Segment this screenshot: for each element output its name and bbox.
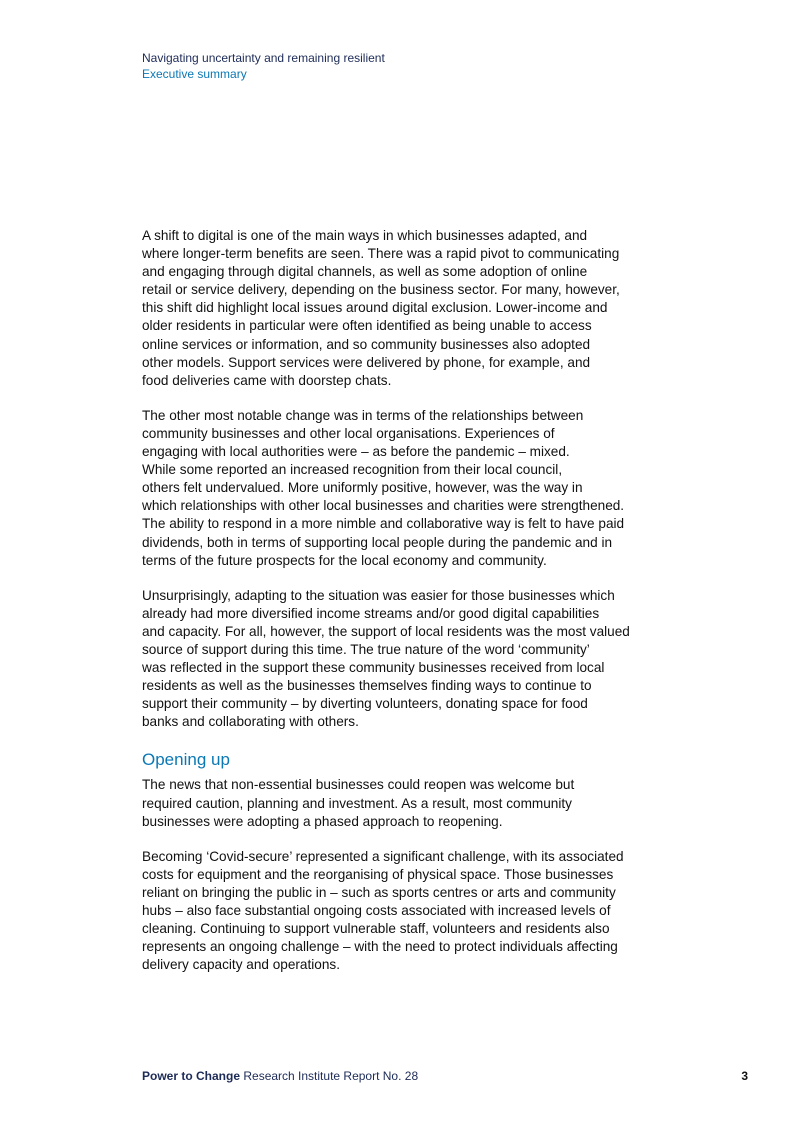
text-line: delivery capacity and operations.: [142, 957, 340, 973]
section-label: Executive summary: [142, 67, 247, 81]
text-line: and engaging through digital channels, as well as some adoption of online: [142, 264, 588, 280]
text-line: retail or service delivery, depending on the business sector. For many, however,: [142, 282, 620, 298]
paragraph-digital-shift: [142, 227, 662, 390]
text-line: dividends, both in terms of supporting local people during the pandemic and in: [142, 534, 613, 550]
text-line: older residents in particular were often identified as being unable to access: [142, 318, 592, 334]
page-content: [142, 227, 662, 991]
document-title: Navigating uncertainty and remaining resilient: [142, 51, 385, 65]
text-line: residents as well as the businesses themselves finding ways to continue to: [142, 678, 592, 694]
text-line: community businesses and other local organisations. Experiences of: [142, 425, 555, 441]
text-line: already had more diversified income streams and/or good digital capabilities: [142, 605, 600, 621]
footer-report-title: Research Institute Report No. 28: [243, 1069, 419, 1083]
text-line: The news that non-essential businesses could reopen was welcome but: [142, 777, 575, 793]
text-line: Becoming ‘Covid-secure’ represented a significant challenge, with its associated: [142, 848, 624, 864]
text-line: and capacity. For all, however, the support of local residents was the most valued: [142, 623, 630, 639]
text-line: source of support during this time. The true nature of the word ‘community’: [142, 641, 590, 657]
text-line: businesses were adopting a phased approach to reopening.: [142, 813, 503, 829]
text-line: represents an ongoing challenge – with the need to protect individuals affecting: [142, 939, 618, 955]
text-line: which relationships with other local businesses and charities were strengthened.: [142, 498, 625, 514]
paragraph-covid-secure: [142, 848, 662, 975]
text-line: required caution, planning and investment. As a result, most community: [142, 795, 572, 811]
text-line: The ability to respond in a more nimble and collaborative way is felt to have paid: [142, 516, 625, 532]
text-line: reliant on bringing the public in – such as sports centres or arts and community: [142, 884, 616, 900]
text-line: where longer-term benefits are seen. There was a rapid pivot to communicating: [142, 246, 620, 262]
text-line: banks and collaborating with others.: [142, 714, 359, 730]
text-line: The other most notable change was in terms of the relationships between: [142, 407, 584, 423]
text-line: others felt undervalued. More uniformly positive, however, was the way in: [142, 480, 583, 496]
paragraph-reopening: [142, 776, 662, 830]
text-line: costs for equipment and the reorganising of physical space. Those businesses: [142, 866, 614, 882]
text-line: was reflected in the support these community businesses received from local: [142, 660, 605, 676]
text-line: other models. Support services were delivered by phone, for example, and: [142, 354, 591, 370]
text-line: food deliveries came with doorstep chats.: [142, 372, 392, 388]
footer-brand: Power to Change: [142, 1069, 241, 1083]
text-line: hubs – also face substantial ongoing costs associated with increased levels of: [142, 903, 611, 918]
text-line: this shift did highlight local issues around digital exclusion. Lower-income and: [142, 300, 608, 316]
section-heading-opening-up: Opening up: [142, 750, 230, 770]
text-line: Unsurprisingly, adapting to the situation was easier for those businesses which: [142, 587, 615, 603]
text-line: engaging with local authorities were – as before the pandemic – mixed.: [142, 444, 570, 460]
running-header: [142, 50, 385, 82]
text-line: support their community – by diverting volunteers, donating space for food: [142, 696, 588, 712]
text-line: While some reported an increased recognition from their local council,: [142, 462, 563, 478]
paragraph-relationships: [142, 407, 662, 570]
page-number: 3: [741, 1069, 748, 1083]
paragraph-local-support: [142, 587, 662, 732]
text-line: terms of the future prospects for the local economy and community.: [142, 552, 547, 568]
text-line: A shift to digital is one of the main ways in which businesses adapted, and: [142, 228, 588, 243]
text-line: online services or information, and so community businesses also adopted: [142, 336, 591, 352]
page-footer: [142, 1068, 748, 1084]
text-line: cleaning. Continuing to support vulnerable staff, volunteers and residents also: [142, 921, 610, 937]
